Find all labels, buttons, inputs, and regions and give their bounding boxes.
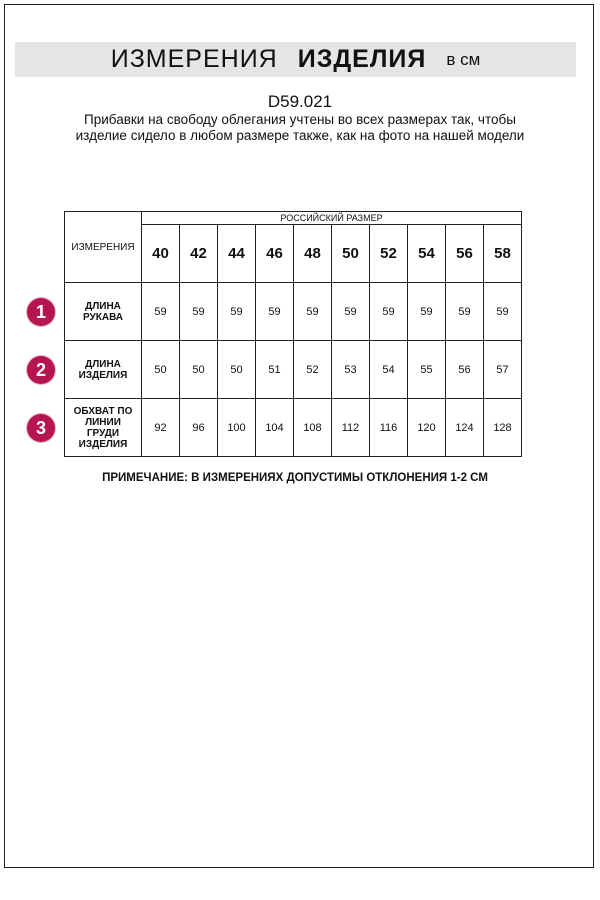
value-cell: 59 [446, 283, 484, 341]
value-cell: 59 [370, 283, 408, 341]
value-cell: 51 [256, 341, 294, 399]
size-cell: 44 [218, 225, 256, 283]
value-cell: 57 [484, 341, 522, 399]
value-cell: 59 [256, 283, 294, 341]
russian-size-header: РОССИЙСКИЙ РАЗМЕР [142, 212, 522, 225]
title-bar [15, 42, 576, 77]
value-cell: 59 [484, 283, 522, 341]
size-cell: 54 [408, 225, 446, 283]
footnote: ПРИМЕЧАНИЕ: В ИЗМЕРЕНИЯХ ДОПУСТИМЫ ОТКЛОНЕНИЯ 1-2 СМ [102, 472, 488, 484]
number-badge-1: 1 [27, 298, 55, 326]
size-cell: 50 [332, 225, 370, 283]
table-row [65, 341, 522, 399]
size-table [64, 211, 522, 457]
value-cell: 108 [294, 399, 332, 457]
value-cell: 100 [218, 399, 256, 457]
value-cell: 124 [446, 399, 484, 457]
number-badge-2: 2 [27, 356, 55, 384]
value-cell: 55 [408, 341, 446, 399]
title-unit: в см [446, 49, 481, 69]
value-cell: 59 [332, 283, 370, 341]
title-part-1: ИЗМЕРЕНИЯ [110, 45, 278, 73]
row-label-garment-length: ДЛИНА ИЗДЕЛИЯ [65, 341, 142, 399]
table-row [65, 283, 522, 341]
value-cell: 50 [142, 341, 180, 399]
value-cell: 104 [256, 399, 294, 457]
value-cell: 59 [218, 283, 256, 341]
size-cell: 58 [484, 225, 522, 283]
fit-description: Прибавки на свободу облегания учтены во всех размерах так, чтобы изделие сидело в любом размере также, как на фото на нашей модели [75, 112, 525, 143]
value-cell: 59 [408, 283, 446, 341]
size-cell: 52 [370, 225, 408, 283]
value-cell: 56 [446, 341, 484, 399]
value-cell: 59 [294, 283, 332, 341]
value-cell: 116 [370, 399, 408, 457]
value-cell: 96 [180, 399, 218, 457]
value-cell: 50 [180, 341, 218, 399]
article-code: D59.021 [267, 92, 333, 111]
size-cell: 46 [256, 225, 294, 283]
size-cell: 40 [142, 225, 180, 283]
value-cell: 112 [332, 399, 370, 457]
value-cell: 52 [294, 341, 332, 399]
value-cell: 59 [142, 283, 180, 341]
value-cell: 54 [370, 341, 408, 399]
value-cell: 128 [484, 399, 522, 457]
title-part-2: ИЗДЕЛИЯ [297, 45, 427, 73]
value-cell: 59 [180, 283, 218, 341]
value-cell: 92 [142, 399, 180, 457]
measurements-header: ИЗМЕРЕНИЯ [65, 212, 142, 283]
value-cell: 120 [408, 399, 446, 457]
size-cell: 48 [294, 225, 332, 283]
value-cell: 53 [332, 341, 370, 399]
size-cell: 42 [180, 225, 218, 283]
value-cell: 50 [218, 341, 256, 399]
row-label-chest-girth: ОБХВАТ ПО ЛИНИИ ГРУДИ ИЗДЕЛИЯ [65, 399, 142, 457]
table-row [65, 399, 522, 457]
number-badge-3: 3 [27, 414, 55, 442]
size-cell: 56 [446, 225, 484, 283]
row-label-sleeve-length: ДЛИНА РУКАВА [65, 283, 142, 341]
